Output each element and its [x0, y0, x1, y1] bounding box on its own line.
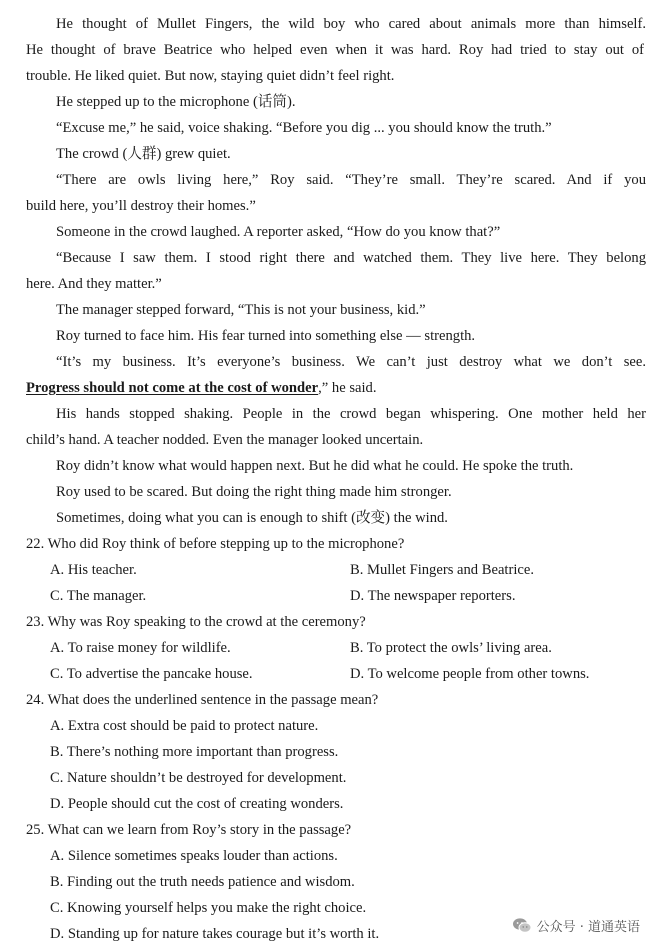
option-d[interactable]: D. The newspaper reporters. — [350, 588, 516, 604]
passage-text: ,” he said. — [318, 380, 377, 396]
passage-line: child’s hand. A teacher nodded. Even the manager looked uncertain. — [26, 432, 424, 448]
question-stem: 25. What can we learn from Roy’s story in the passage? — [26, 822, 352, 838]
passage-line — [26, 379, 644, 397]
option-a[interactable]: A. His teacher. — [50, 562, 137, 578]
passage-line: “It’s my business. It’s everyone’s business. We can’t just destroy what we don’t see. — [56, 354, 646, 370]
passage-line: Roy used to be scared. But doing the right thing made him stronger. — [56, 484, 452, 500]
option-a[interactable]: A. To raise money for wildlife. — [50, 640, 231, 656]
option-a[interactable]: A. Extra cost should be paid to protect nature. — [50, 718, 319, 734]
option-d[interactable]: D. Standing up for nature takes courage but it’s worth it. — [50, 926, 380, 942]
passage-line: Roy didn’t know what would happen next. But he did what he could. He spoke the truth. — [56, 458, 574, 474]
passage-line: “Because I saw them. I stood right there and watched them. They live here. They belong — [56, 250, 646, 266]
option-b[interactable]: B. Mullet Fingers and Beatrice. — [350, 562, 535, 578]
passage-line: trouble. He liked quiet. But now, staying quiet didn’t feel right. — [26, 68, 395, 84]
passage-line: “There are owls living here,” Roy said. “They’re small. They’re scared. And if you — [56, 172, 646, 188]
passage-line: Someone in the crowd laughed. A reporter asked, “How do you know that?” — [56, 224, 501, 240]
passage-line: He thought of brave Beatrice who helped even when it was hard. Roy had tried to stay out of — [26, 42, 644, 58]
option-b[interactable]: B. There’s nothing more important than progress. — [50, 744, 339, 760]
wechat-icon — [512, 917, 532, 934]
option-d[interactable]: D. To welcome people from other towns. — [350, 666, 590, 682]
option-c[interactable]: C. Knowing yourself helps you make the right choice. — [50, 900, 367, 916]
passage-line: The manager stepped forward, “This is not your business, kid.” — [56, 302, 426, 318]
watermark-text: 公众号 · 道通英语 — [536, 920, 640, 935]
option-c[interactable]: C. The manager. — [50, 588, 147, 604]
passage-line: build here, you’ll destroy their homes.” — [26, 198, 256, 214]
option-c[interactable]: C. Nature shouldn’t be destroyed for development. — [50, 770, 347, 786]
passage-line: Sometimes, doing what you can is enough to shift (改变) the wind. — [56, 510, 448, 526]
option-b[interactable]: B. To protect the owls’ living area. — [350, 640, 552, 656]
passage-line: The crowd (人群) grew quiet. — [56, 146, 231, 162]
question-stem: 22. Who did Roy think of before stepping up to the microphone? — [26, 536, 405, 552]
passage-line: He stepped up to the microphone (话筒). — [56, 94, 296, 110]
passage-line: He thought of Mullet Fingers, the wild boy who cared about animals more than himself. — [56, 16, 646, 32]
question-stem: 24. What does the underlined sentence in the passage mean? — [26, 692, 379, 708]
option-c[interactable]: C. To advertise the pancake house. — [50, 666, 253, 682]
watermark — [512, 916, 640, 935]
underlined-sentence: Progress should not come at the cost of wonder — [26, 380, 319, 396]
passage-line: Roy turned to face him. His fear turned into something else — strength. — [56, 328, 476, 344]
option-b[interactable]: B. Finding out the truth needs patience and wisdom. — [50, 874, 355, 890]
passage-line: “Excuse me,” he said, voice shaking. “Before you dig ... you should know the truth.” — [56, 120, 552, 136]
option-d[interactable]: D. People should cut the cost of creating wonders. — [50, 796, 344, 812]
passage-line: His hands stopped shaking. People in the crowd began whispering. One mother held her — [56, 406, 646, 422]
question-stem: 23. Why was Roy speaking to the crowd at the ceremony? — [26, 614, 366, 630]
passage-line: here. And they matter.” — [26, 276, 162, 292]
option-a[interactable]: A. Silence sometimes speaks louder than actions. — [50, 848, 338, 864]
